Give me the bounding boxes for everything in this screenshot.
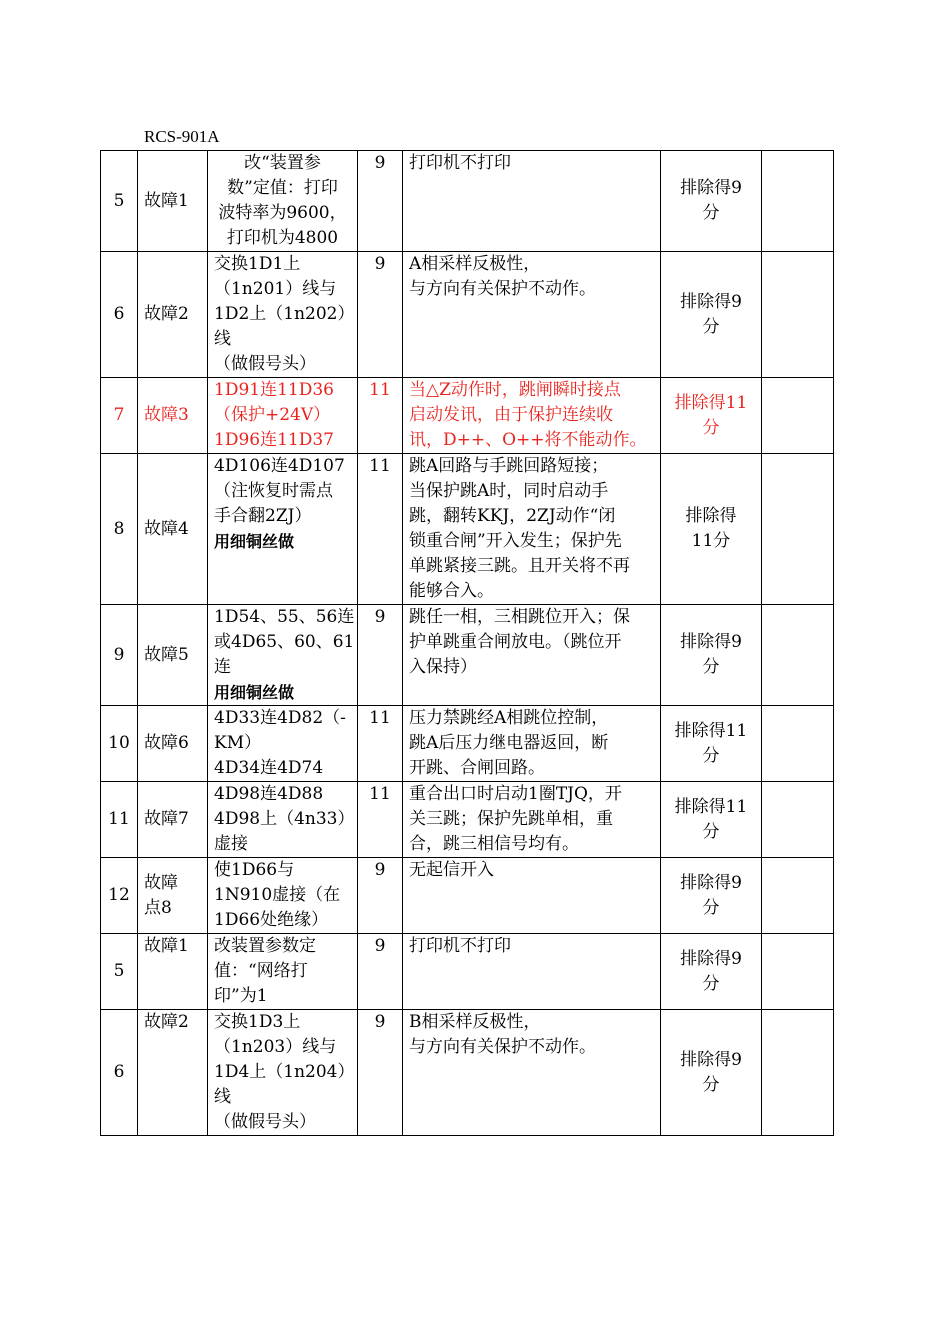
fault-phenomenon — [403, 378, 661, 454]
phenomenon-line: 无起信开入 — [409, 860, 494, 880]
row-number: 8 — [101, 454, 138, 605]
result-line: 分 — [702, 973, 720, 994]
phenomenon-line: 关三跳；保护先跳单相，重 — [409, 809, 613, 829]
fault-setup-method — [208, 252, 358, 378]
phenomenon-line: A相采样反极性， — [409, 254, 541, 274]
name-line: 故障1 — [144, 190, 189, 211]
method_bold-line: 用细铜丝做 — [214, 683, 295, 702]
method-line: 1D66处绝缘） — [214, 910, 329, 930]
phenomenon-line: 讯，D++、O++将不能动作。 — [409, 430, 647, 450]
table-row — [101, 454, 834, 605]
name-line: 故障6 — [144, 733, 189, 753]
result-line: 分 — [702, 657, 720, 677]
result-line: 排除得9 — [680, 291, 742, 312]
phenomenon-line: 锁重合闸”开入发生；保护先 — [409, 531, 622, 551]
fault-phenomenon — [403, 858, 661, 934]
fault-setup-method — [208, 378, 358, 454]
method-line: 线 — [214, 329, 231, 349]
method-line: 波特率为9600， — [218, 203, 347, 223]
table-row — [101, 151, 834, 252]
row-number: 5 — [101, 934, 138, 1010]
document-title: RCS-901A — [144, 127, 220, 146]
remarks-cell — [762, 934, 834, 1010]
phenomenon-line: 跳任一相，三相跳位开入；保 — [409, 607, 630, 627]
fault-name — [138, 782, 208, 858]
score-result — [661, 252, 762, 378]
result-line: 排除得9 — [680, 632, 742, 652]
fault-phenomenon — [403, 782, 661, 858]
fault-phenomenon — [403, 252, 661, 378]
method-line: （1n201）线与 — [214, 279, 337, 299]
score: 9 — [358, 1010, 403, 1136]
score: 9 — [358, 605, 403, 706]
result-line: 分 — [702, 316, 720, 337]
name-line: 故障3 — [144, 405, 189, 425]
table-row — [101, 934, 834, 1010]
table-row — [101, 252, 834, 378]
phenomenon-line: 当保护跳A时，同时启动手 — [409, 481, 609, 501]
fault-name — [138, 706, 208, 782]
result-line: 排除得9 — [680, 178, 742, 198]
result-line: 排除得9 — [680, 1049, 742, 1070]
name-line: 故障 — [144, 872, 178, 893]
phenomenon-line: 能够合入。 — [409, 581, 494, 601]
fault-name — [138, 151, 208, 252]
score-result — [661, 706, 762, 782]
fault-setup-method — [208, 1010, 358, 1136]
score: 9 — [358, 151, 403, 252]
method-line: 4D34连4D74 — [214, 758, 324, 778]
fault-table — [100, 150, 834, 1136]
row-number: 5 — [101, 151, 138, 252]
method-line: （保护+24V） — [214, 405, 331, 425]
row-number: 12 — [101, 858, 138, 934]
table-row — [101, 378, 834, 454]
method-line: 连 — [214, 657, 231, 677]
name-line: 故障5 — [144, 644, 189, 665]
phenomenon-line: 合，跳三相信号均有。 — [409, 834, 579, 854]
score: 9 — [358, 252, 403, 378]
phenomenon-line: 开跳、合闸回路。 — [409, 758, 545, 778]
fault-setup-method — [208, 605, 358, 706]
method-line: 改装置参数定 — [214, 936, 316, 956]
method-line: 4D98连4D88 — [214, 784, 324, 804]
row-number: 6 — [101, 1010, 138, 1136]
phenomenon-line: 重合出口时启动1圈TJQ，开 — [409, 784, 622, 804]
remarks-cell — [762, 706, 834, 782]
method-line: 1D96连11D37 — [214, 430, 334, 450]
method-line: 打印机为4800 — [226, 228, 339, 248]
method-line: 值：“网络打 — [214, 961, 308, 981]
result-line: 排除得9 — [680, 948, 742, 969]
method-line: （做假号头） — [214, 354, 316, 374]
remarks-cell — [762, 252, 834, 378]
result-line: 排除得11 — [674, 720, 748, 741]
name-line: 故障2 — [144, 304, 189, 324]
fault-name — [138, 858, 208, 934]
fault-setup-method — [208, 454, 358, 605]
method-line: 或4D65、60、61 — [214, 632, 355, 652]
remarks-cell — [762, 605, 834, 706]
result-line: 分 — [702, 1074, 720, 1095]
result-line: 分 — [702, 417, 720, 438]
result-line: 排除得9 — [680, 872, 742, 893]
score: 11 — [358, 706, 403, 782]
score-result — [661, 858, 762, 934]
method-line: KM） — [214, 733, 262, 753]
table-row — [101, 1010, 834, 1136]
result-line: 分 — [702, 745, 720, 766]
row-number: 10 — [101, 706, 138, 782]
fault-name — [138, 1010, 208, 1136]
score: 11 — [358, 782, 403, 858]
method-line: 4D33连4D82（- — [214, 708, 346, 728]
result-line: 11分 — [691, 531, 731, 551]
score-result — [661, 1010, 762, 1136]
method-line: 1D91连11D36 — [214, 380, 334, 400]
phenomenon-line: 打印机不打印 — [409, 936, 511, 956]
score: 11 — [358, 378, 403, 454]
method-line: 数”定值：打印 — [227, 178, 338, 198]
method-line: 手合翻2ZJ） — [214, 506, 312, 526]
method_bold-line: 用细铜丝做 — [214, 532, 295, 551]
method-line: 交换1D3上 — [214, 1012, 301, 1032]
row-number: 7 — [101, 378, 138, 454]
fault-phenomenon — [403, 934, 661, 1010]
phenomenon-line: 护单跳重合闸放电。（跳位开 — [409, 632, 622, 652]
method-line: 1D4上（1n204） — [214, 1062, 355, 1082]
name-line: 故障7 — [144, 809, 189, 829]
row-number: 9 — [101, 605, 138, 706]
result-line: 排除得 — [685, 506, 737, 526]
method-line: 印”为1 — [214, 986, 268, 1006]
phenomenon-line: 与方向有关保护不动作。 — [409, 1037, 596, 1057]
fault-setup-method — [208, 858, 358, 934]
name-line: 故障2 — [144, 1012, 189, 1032]
fault-phenomenon — [403, 1010, 661, 1136]
score: 9 — [358, 934, 403, 1010]
remarks-cell — [762, 378, 834, 454]
result-line: 排除得11 — [674, 796, 748, 817]
remarks-cell — [762, 858, 834, 934]
phenomenon-line: 单跳紧接三跳。且开关将不再 — [409, 556, 630, 576]
fault-name — [138, 378, 208, 454]
remarks-cell — [762, 782, 834, 858]
fault-setup-method — [208, 151, 358, 252]
method-line: 改“装置参 — [244, 153, 321, 173]
phenomenon-line: 入保持） — [409, 657, 477, 677]
result-line: 分 — [702, 821, 720, 842]
row-number: 11 — [101, 782, 138, 858]
table-row — [101, 782, 834, 858]
score-result — [661, 454, 762, 605]
result-line: 分 — [702, 897, 720, 918]
score-result — [661, 378, 762, 454]
fault-table-body — [101, 151, 834, 1136]
fault-phenomenon — [403, 151, 661, 252]
score: 11 — [358, 454, 403, 605]
phenomenon-line: B相采样反极性， — [409, 1012, 541, 1032]
remarks-cell — [762, 1010, 834, 1136]
remarks-cell — [762, 454, 834, 605]
method-line: 使1D66与 — [214, 860, 295, 880]
fault-setup-method — [208, 706, 358, 782]
phenomenon-line: 与方向有关保护不动作。 — [409, 279, 596, 299]
method-line: 虚接 — [214, 834, 248, 854]
fault-setup-method — [208, 934, 358, 1010]
method-line: （做假号头） — [214, 1112, 316, 1132]
result-line: 排除得11 — [674, 392, 748, 413]
remarks-cell — [762, 151, 834, 252]
phenomenon-line: 启动发讯，由于保护连续收 — [409, 405, 613, 425]
fault-phenomenon — [403, 454, 661, 605]
table-row — [101, 706, 834, 782]
method-line: 1D54、55、56连 — [214, 607, 355, 627]
method-line: 4D106连4D107 — [214, 456, 345, 476]
table-row — [101, 858, 834, 934]
score-result — [661, 151, 762, 252]
fault-phenomenon — [403, 706, 661, 782]
name-line: 故障4 — [144, 518, 189, 539]
fault-phenomenon — [403, 605, 661, 706]
phenomenon-line: 打印机不打印 — [409, 153, 511, 173]
fault-name — [138, 252, 208, 378]
method-line: （注恢复时需点 — [214, 481, 333, 501]
phenomenon-line: 跳A后压力继电器返回，断 — [409, 733, 609, 753]
name-line: 点8 — [144, 897, 172, 918]
method-line: 线 — [214, 1087, 231, 1107]
row-number: 6 — [101, 252, 138, 378]
name-line: 故障1 — [144, 936, 189, 956]
phenomenon-line: 压力禁跳经A相跳位控制， — [409, 708, 609, 728]
score-result — [661, 934, 762, 1010]
result-line: 分 — [702, 203, 720, 223]
phenomenon-line: 跳A回路与手跳回路短接； — [409, 456, 609, 476]
fault-name — [138, 605, 208, 706]
method-line: 4D98上（4n33） — [214, 809, 355, 829]
score: 9 — [358, 858, 403, 934]
method-line: 1D2上（1n202） — [214, 304, 355, 324]
table-row — [101, 605, 834, 706]
score-result — [661, 605, 762, 706]
fault-setup-method — [208, 782, 358, 858]
phenomenon-line: 当△Z动作时，跳闸瞬时接点 — [409, 380, 621, 400]
fault-name — [138, 454, 208, 605]
method-line: 1N910虚接（在 — [214, 885, 341, 905]
score-result — [661, 782, 762, 858]
method-line: （1n203）线与 — [214, 1037, 337, 1057]
phenomenon-line: 跳，翻转KKJ，2ZJ动作“闭 — [409, 506, 616, 526]
fault-name — [138, 934, 208, 1010]
method-line: 交换1D1上 — [214, 254, 301, 274]
